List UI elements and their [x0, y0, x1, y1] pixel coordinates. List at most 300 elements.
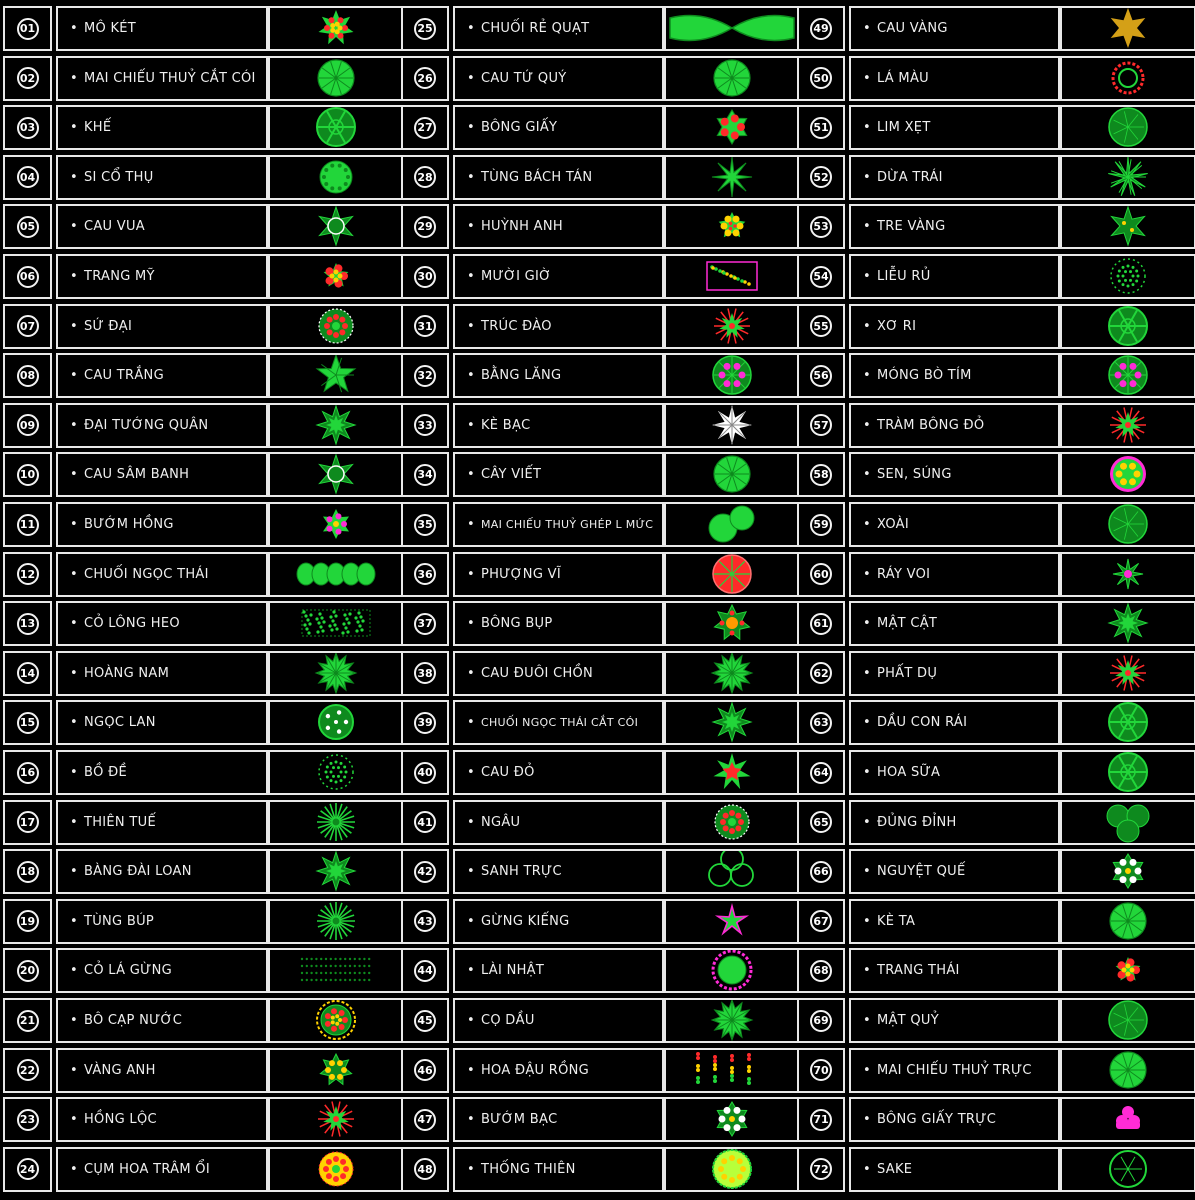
plant-number: 65 [810, 811, 832, 833]
plant-name-chuoi-re-quat: CHUỐI RẺ QUẠT [480, 21, 590, 36]
plant-symbol-cell [1060, 1097, 1195, 1142]
gold-star-palm-icon [1098, 8, 1158, 49]
plant-symbol-cell [664, 948, 800, 993]
plant-number-cell [401, 750, 449, 795]
plant-number: 32 [414, 365, 436, 387]
plant-number: 61 [810, 613, 832, 635]
round-segmented-tree-icon [1098, 752, 1158, 793]
plant-number: 40 [414, 762, 436, 784]
plant-name-cell [453, 1097, 664, 1142]
plant-number-cell [401, 105, 449, 150]
scattered-flower-bed-icon [668, 1050, 796, 1091]
plant-number: 70 [810, 1059, 832, 1081]
red-radial-plant-icon [1098, 405, 1158, 446]
star-leaf-plant-icon [306, 851, 366, 892]
bullet-icon: • [863, 765, 871, 780]
plant-symbol-cell [268, 502, 404, 547]
plant-number: 18 [17, 861, 39, 883]
bullet-icon: • [70, 517, 78, 532]
bullet-icon: • [863, 814, 871, 830]
bullet-icon: • [70, 21, 78, 36]
pine-star-icon [702, 157, 762, 198]
bullet-icon: • [863, 70, 871, 86]
plant-number-cell [3, 998, 52, 1043]
bullet-icon: • [863, 417, 871, 433]
bullet-icon: • [70, 417, 78, 433]
red-star-palm-icon [702, 752, 762, 793]
plant-name-cell [849, 155, 1060, 200]
plant-name-phuong-vi: PHƯỢNG VĨ [480, 566, 561, 582]
plant-name-thong-thien: THỐNG THIÊN [480, 1161, 576, 1177]
dotted-ring-flower-tree-icon [306, 306, 366, 347]
plant-number-cell [3, 403, 52, 448]
plant-number: 05 [17, 216, 39, 238]
yellow-green-canopy-icon [702, 1149, 762, 1190]
bullet-icon: • [863, 1161, 871, 1177]
bullet-icon: • [863, 219, 871, 235]
red-flower-shrub-icon [702, 107, 762, 148]
plant-name-cell [56, 452, 268, 497]
plant-symbol-cell [1060, 849, 1195, 894]
plant-name-ray-voi: RÁY VOI [876, 566, 931, 582]
bullet-icon: • [467, 913, 475, 929]
bullet-icon: • [467, 765, 475, 780]
plant-name-cell [849, 1048, 1060, 1093]
plant-name-hong-loc: HỒNG LỘC [83, 1112, 157, 1128]
plant-name-cell [453, 849, 664, 894]
plant-name-cell [56, 601, 268, 646]
plant-name-truc-dao: TRÚC ĐÀO [480, 318, 552, 334]
plant-number-cell [3, 552, 52, 597]
plant-symbol-cell [268, 1147, 404, 1192]
plant-symbol-cell [664, 899, 800, 944]
plant-number-cell [401, 849, 449, 894]
bullet-icon: • [863, 1062, 871, 1078]
bullet-icon: • [70, 219, 78, 235]
plant-name-cell [56, 204, 268, 249]
plant-number-cell [3, 204, 52, 249]
plant-symbol-cell [1060, 452, 1195, 497]
bullet-icon: • [70, 1112, 78, 1128]
plant-name-dung-dinh: ĐỦNG ĐỈNH [876, 814, 957, 830]
plant-number: 53 [810, 216, 832, 238]
plant-symbol-cell [1060, 800, 1195, 845]
plant-name-cell [56, 651, 268, 696]
plant-name-mong-bo-tim: MÓNG BÒ TÍM [876, 368, 972, 384]
plant-symbol-cell [664, 6, 800, 51]
spiky-round-tree-icon [702, 1000, 762, 1041]
plant-symbol-cell [268, 601, 404, 646]
plant-number-cell [3, 651, 52, 696]
plant-name-hoa-dau-rong: HOA ĐẬU RỒNG [480, 1062, 590, 1078]
plant-number: 03 [17, 117, 39, 139]
plant-symbol-cell [268, 155, 404, 200]
plant-number-cell [797, 998, 845, 1043]
plant-name-cell [453, 700, 664, 745]
plant-name-cell [453, 899, 664, 944]
plant-name-sen-sung: SEN, SÚNG [876, 467, 952, 483]
plant-symbol-cell [1060, 502, 1195, 547]
plant-symbol-cell [268, 353, 404, 398]
plant-number: 06 [17, 266, 39, 288]
plant-number: 31 [414, 315, 436, 337]
plant-number: 54 [810, 266, 832, 288]
plant-symbol-cell [1060, 403, 1195, 448]
plant-name-cell [849, 1147, 1060, 1192]
plant-name-cell [453, 304, 664, 349]
plant-name-gung-kieng: GỪNG KIẾNG [480, 913, 570, 929]
plant-number-cell [401, 254, 449, 299]
plant-symbol-cell [268, 452, 404, 497]
plant-number-cell [797, 601, 845, 646]
plant-number-cell [797, 56, 845, 101]
plant-number-cell [3, 849, 52, 894]
plant-name-ke-ta: KÈ TA [876, 913, 916, 929]
plant-name-cell [453, 56, 664, 101]
plant-number-cell [797, 502, 845, 547]
plant-number: 67 [810, 910, 832, 932]
plant-number-cell [401, 6, 449, 51]
plant-number-cell [3, 56, 52, 101]
round-segmented-tree-icon [1098, 702, 1158, 743]
plant-number-cell [401, 1147, 449, 1192]
plant-number-cell [401, 56, 449, 101]
yellow-red-flower-tree-icon [306, 1000, 366, 1041]
plant-name-mai-chieu-thuy-cat-coi: MAI CHIẾU THUỶ CẮT CÓI [83, 70, 256, 86]
plant-number-cell [3, 1147, 52, 1192]
plant-number: 35 [414, 514, 436, 536]
white-flower-shrub-icon [1098, 851, 1158, 892]
bullet-icon: • [467, 70, 475, 86]
plant-number-cell [401, 155, 449, 200]
plant-number: 30 [414, 266, 436, 288]
bullet-icon: • [863, 467, 871, 483]
plant-number: 68 [810, 960, 832, 982]
red-radial-plant-icon [306, 1099, 366, 1140]
plant-number: 37 [414, 613, 436, 635]
plant-name-cell [56, 750, 268, 795]
spiky-round-tree-icon [702, 653, 762, 694]
plant-number-cell [797, 849, 845, 894]
plant-number-cell [401, 204, 449, 249]
plant-number: 17 [17, 811, 39, 833]
bullet-icon: • [467, 219, 475, 235]
plant-symbol-cell [664, 155, 800, 200]
plant-name-cell [56, 155, 268, 200]
plant-name-cell [849, 700, 1060, 745]
plant-number: 42 [414, 861, 436, 883]
spiky-round-tree-icon [306, 653, 366, 694]
plant-symbol-cell [664, 1048, 800, 1093]
bullet-icon: • [863, 963, 871, 979]
plant-number: 19 [17, 910, 39, 932]
plant-symbol-cell [664, 353, 800, 398]
plant-name-cell [56, 254, 268, 299]
plant-symbol-cell [664, 56, 800, 101]
plant-name-bang-dai-loan: BÀNG ĐÀI LOAN [83, 864, 192, 880]
bullet-icon: • [467, 120, 475, 136]
plant-number-cell [3, 6, 52, 51]
radial-cycad-icon [306, 901, 366, 942]
plant-name-dua-trai: DỪA TRÁI [876, 169, 943, 185]
plant-number-cell [3, 948, 52, 993]
plant-name-cell [56, 899, 268, 944]
plant-name-mat-quy: MẬT QUỶ [876, 1013, 939, 1028]
plant-name-xo-ri: XƠ RI [876, 318, 917, 334]
plant-symbol-cell [664, 998, 800, 1043]
plant-number: 47 [414, 1109, 436, 1131]
dotted-canopy-tree-icon [306, 752, 366, 793]
plant-name-cau-vang: CAU VÀNG [876, 21, 948, 36]
plant-symbol-cell [268, 800, 404, 845]
plant-symbol-cell [1060, 353, 1195, 398]
bullet-icon: • [863, 566, 871, 582]
double-canopy-tree-icon [702, 504, 762, 545]
plant-symbol-cell [268, 849, 404, 894]
plant-name-cell [453, 750, 664, 795]
plant-name-bang-lang: BẰNG LĂNG [480, 368, 562, 384]
plant-number-cell [3, 1097, 52, 1142]
bullet-icon: • [467, 566, 475, 582]
plant-number-cell [3, 254, 52, 299]
plant-name-cell [56, 849, 268, 894]
plant-symbol-cell [664, 1147, 800, 1192]
plant-name-cau-tu-quy: CAU TỨ QUÝ [480, 70, 567, 86]
plant-name-cell [453, 6, 664, 51]
plant-name-cell [56, 700, 268, 745]
plant-number-cell [797, 304, 845, 349]
bullet-icon: • [467, 517, 475, 532]
plant-name-cell [849, 651, 1060, 696]
plant-symbol-cell [1060, 105, 1195, 150]
plant-symbol-cell [664, 849, 800, 894]
bullet-icon: • [467, 715, 475, 731]
plant-symbol-cell [1060, 1048, 1195, 1093]
plant-name-su-dai: SỨ ĐẠI [83, 318, 133, 334]
fan-palm-icon [306, 355, 366, 396]
bullet-icon: • [70, 269, 78, 284]
plant-name-cell [56, 56, 268, 101]
plant-name-tre-vang: TRE VÀNG [876, 219, 946, 235]
plant-name-sake: SAKE [876, 1161, 913, 1177]
bullet-icon: • [863, 913, 871, 929]
bullet-icon: • [467, 368, 475, 384]
plant-number-cell [401, 651, 449, 696]
plant-name-cell [849, 254, 1060, 299]
plant-number: 50 [810, 67, 832, 89]
bullet-icon: • [863, 269, 871, 284]
plant-number-cell [401, 403, 449, 448]
dotted-canopy-tree-icon [1098, 256, 1158, 297]
fan-banana-icon [668, 8, 796, 49]
bullet-icon: • [863, 665, 871, 681]
plant-number: 01 [17, 18, 39, 40]
bullet-icon: • [863, 120, 871, 136]
palm-star-circle-icon [306, 206, 366, 247]
round-leafy-tree-icon [702, 454, 762, 495]
plant-name-cell [849, 452, 1060, 497]
white-flower-shrub-icon [702, 1099, 762, 1140]
plant-number-cell [797, 452, 845, 497]
plant-symbol-cell [268, 254, 404, 299]
bullet-icon: • [467, 616, 475, 632]
plant-symbol-cell [1060, 254, 1195, 299]
plant-name-cell [849, 552, 1060, 597]
plant-number-cell [797, 254, 845, 299]
plant-number-cell [401, 601, 449, 646]
white-palm-icon [702, 405, 762, 446]
dark-round-tree-icon [1098, 504, 1158, 545]
bullet-icon: • [70, 1062, 78, 1078]
plant-name-cell [849, 353, 1060, 398]
star-leaf-plant-icon [306, 405, 366, 446]
bullet-icon: • [70, 467, 78, 483]
round-leafy-tree-icon [1098, 1050, 1158, 1091]
plant-number-cell [797, 353, 845, 398]
plant-name-xoai: XOÀI [876, 517, 909, 532]
plant-symbol-cell [664, 254, 800, 299]
bullet-icon: • [70, 70, 78, 86]
plant-name-trang-my: TRANG MỸ [83, 269, 155, 284]
bullet-icon: • [863, 715, 871, 731]
round-outline-tree-icon [1098, 1149, 1158, 1190]
plant-name-nguyet-que: NGUYỆT QUẾ [876, 864, 966, 880]
bullet-icon: • [467, 1013, 475, 1028]
palm-star-circle-icon [306, 454, 366, 495]
magenta-star-plant-icon [1098, 554, 1158, 595]
plant-symbol-cell [664, 601, 800, 646]
bullet-icon: • [863, 616, 871, 632]
bullet-icon: • [70, 913, 78, 929]
plant-symbol-cell [1060, 204, 1195, 249]
plant-number: 44 [414, 960, 436, 982]
plant-symbol-cell [1060, 304, 1195, 349]
plant-symbol-cell [664, 552, 800, 597]
yellow-flower-shrub-icon [702, 206, 762, 247]
plant-number: 24 [17, 1158, 39, 1180]
plant-name-khe: KHẾ [83, 120, 112, 136]
plant-number-cell [401, 304, 449, 349]
plant-number-cell [401, 1097, 449, 1142]
plant-name-chuoi-ngoc-thai-cat-coi: CHUỐI NGỌC THÁI CẮT CÓI [480, 716, 639, 730]
plant-number-cell [3, 155, 52, 200]
plant-name-cau-vua: CAU VUA [83, 219, 145, 235]
plant-symbol-cell [268, 700, 404, 745]
plant-number-cell [401, 1048, 449, 1093]
plant-number: 52 [810, 166, 832, 188]
bullet-icon: • [863, 318, 871, 334]
star-leaf-plant-icon [702, 702, 762, 743]
plant-symbol-cell [1060, 1147, 1195, 1192]
plant-name-cell [453, 403, 664, 448]
plant-number-cell [3, 1048, 52, 1093]
plant-symbol-cell [664, 750, 800, 795]
dense-round-tree-icon [306, 157, 366, 198]
bullet-icon: • [70, 120, 78, 136]
mixed-flower-shrub-icon [306, 8, 366, 49]
plant-name-buom-bac: BƯỚM BẠC [480, 1112, 558, 1128]
bullet-icon: • [70, 765, 78, 780]
plant-name-bong-giay-truc: BÔNG GIẤY TRỰC [876, 1112, 997, 1128]
plant-number: 27 [414, 117, 436, 139]
plant-number: 71 [810, 1109, 832, 1131]
bullet-icon: • [70, 665, 78, 681]
plant-name-dau-con-rai: DẦU CON RÁI [876, 715, 968, 731]
plant-symbol-cell [664, 502, 800, 547]
bullet-icon: • [467, 1062, 475, 1078]
plant-symbol-cell [1060, 155, 1195, 200]
plant-name-sanh-truc: SANH TRỰC [480, 864, 562, 880]
plant-number: 48 [414, 1158, 436, 1180]
bullet-icon: • [70, 963, 78, 979]
plant-symbol-cell [268, 204, 404, 249]
plant-name-cell [453, 948, 664, 993]
bullet-icon: • [467, 1112, 475, 1128]
bullet-icon: • [467, 963, 475, 979]
plant-name-ngoc-lan: NGỌC LAN [83, 715, 156, 731]
plant-number: 20 [17, 960, 39, 982]
plant-name-muoi-gio: MƯỜI GIỜ [480, 269, 552, 284]
plant-name-cau-do: CAU ĐỎ [480, 765, 535, 780]
plant-number-cell [797, 6, 845, 51]
bullet-icon: • [70, 169, 78, 185]
red-radial-plant-icon [702, 306, 762, 347]
plant-number: 55 [810, 315, 832, 337]
plant-symbol-cell [664, 105, 800, 150]
plant-number: 23 [17, 1109, 39, 1131]
round-leafy-tree-icon [1098, 901, 1158, 942]
plant-name-cum-hoa-tram-oi: CỤM HOA TRÂM ỔI [83, 1161, 210, 1177]
plant-number: 39 [414, 712, 436, 734]
plant-name-lai-nhat: LÀI NHẬT [480, 963, 545, 979]
yellow-flower-tree-icon [306, 1050, 366, 1091]
plant-number-cell [401, 800, 449, 845]
plant-number-cell [797, 1048, 845, 1093]
bullet-icon: • [863, 864, 871, 880]
plant-name-dai-tuong-quan: ĐẠI TƯỚNG QUÂN [83, 417, 209, 433]
plant-name-cell [849, 998, 1060, 1043]
plant-name-tram-bong-do: TRÀM BÔNG ĐỎ [876, 417, 985, 433]
plant-symbol-cell [664, 700, 800, 745]
magenta-ring-shrub-icon [702, 950, 762, 991]
plant-name-hoa-sua: HOA SỮA [876, 765, 941, 780]
plant-symbol-cell [268, 6, 404, 51]
plant-number: 43 [414, 910, 436, 932]
cluster-canopy-icon [1098, 802, 1158, 843]
plant-name-cell [453, 552, 664, 597]
bullet-icon: • [467, 467, 475, 483]
round-segmented-tree-icon [1098, 306, 1158, 347]
plant-symbol-cell [1060, 899, 1195, 944]
plant-number: 02 [17, 67, 39, 89]
round-leafy-tree-icon [702, 58, 762, 99]
plant-name-thien-tue: THIÊN TUẾ [83, 814, 156, 830]
plant-number-cell [3, 452, 52, 497]
bullet-icon: • [467, 1161, 475, 1177]
bullet-icon: • [467, 814, 475, 830]
plant-name-bo-cap-nuoc: BÔ CẠP NƯỚC [83, 1013, 183, 1028]
plant-number-cell [797, 750, 845, 795]
plant-symbol-cell [664, 304, 800, 349]
bullet-icon: • [70, 1013, 78, 1028]
plant-name-cell [453, 800, 664, 845]
plant-number-cell [797, 651, 845, 696]
plant-symbol-cell [664, 800, 800, 845]
plant-number: 28 [414, 166, 436, 188]
radial-cycad-icon [306, 802, 366, 843]
plant-symbol-cell [268, 651, 404, 696]
plant-name-la-mau: LÁ MÀU [876, 70, 929, 86]
